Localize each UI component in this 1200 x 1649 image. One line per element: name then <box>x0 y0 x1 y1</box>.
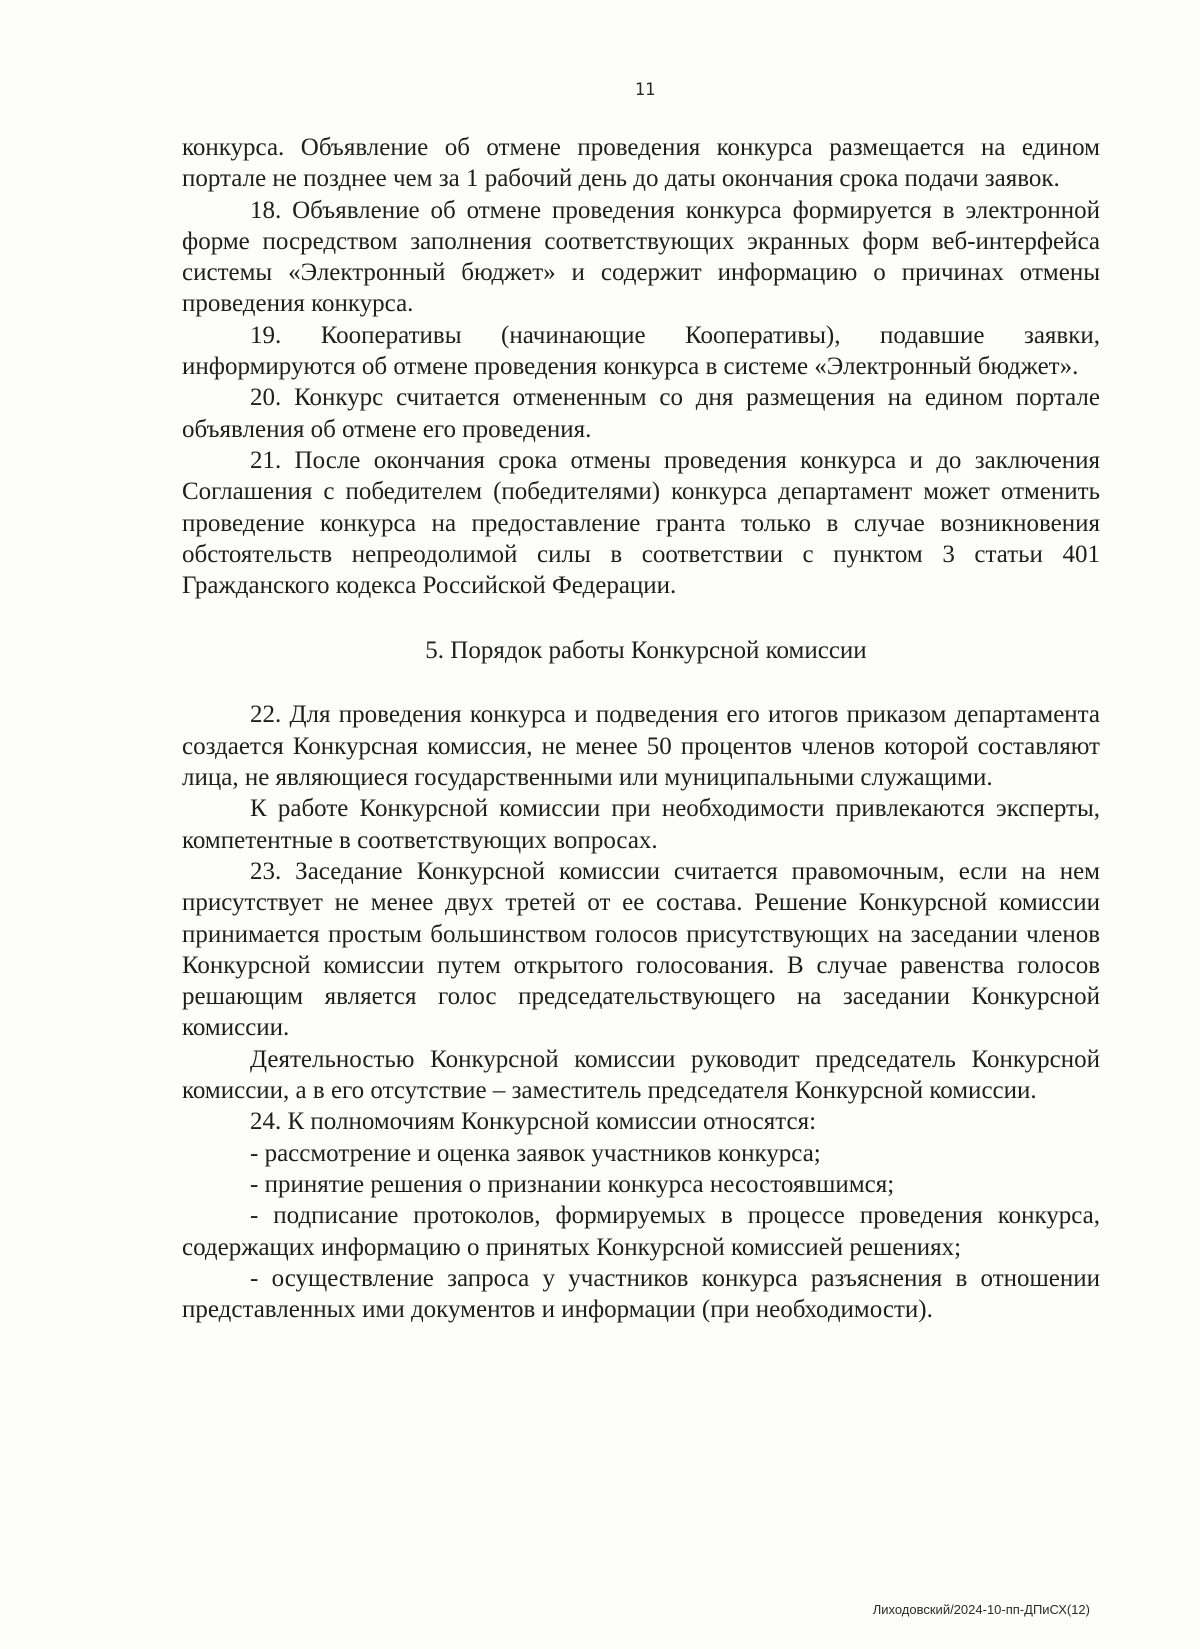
section-heading: 5. Порядок работы Конкурсной комиссии <box>425 637 867 665</box>
paragraph: конкурса. Объявление об отмене проведения конкурса размещается на едином портале не позднее чем за 1 рабочий день до даты окончания срока подачи заявок. <box>182 134 1100 193</box>
paragraph: Деятельностью Конкурсной комиссии руководит председатель Конкурсной комиссии, а в его отсутствие – заместитель председателя Конкурсной комиссии. <box>182 1045 1100 1105</box>
paragraphs-after-section <box>182 699 1100 1325</box>
list-item: - рассмотрение и оценка заявок участников конкурса; <box>250 1139 821 1167</box>
document-footer-code: Лиходовский/2024-10-пп-ДПиСХ(12) <box>872 1602 1090 1617</box>
list-item: - принятие решения о признании конкурса несостоявшимся; <box>250 1170 895 1198</box>
page-number: 11 <box>634 80 656 100</box>
paragraph: 19. Кооперативы (начинающие Кооперативы), подавшие заявки, информируются об отмене проведения конкурса в системе «Электронный бюджет». <box>182 321 1100 381</box>
list-item: - осуществление запроса у участников конкурса разъяснения в отношении представленных ими документов и информации (при необходимости). <box>182 1264 1100 1324</box>
document-body <box>182 132 1100 1325</box>
paragraph: 21. После окончания срока отмены проведения конкурса и до заключения Соглашения с победителем (победителями) конкурса департамент может отменить проведение конкурса на предоставление гранта только в случае возникновения обстоятельств непреодолимой силы в соответствии с пунктом 3 статьи 401 Гражданского кодекса Российской Федерации. <box>182 446 1100 600</box>
paragraph: К работе Конкурсной комиссии при необходимости привлекаются эксперты, компетентные в соответствующих вопросах. <box>182 795 1100 854</box>
paragraph: 24. К полномочиям Конкурсной комиссии относятся: <box>250 1108 817 1136</box>
paragraph: 20. Конкурс считается отмененным со дня размещения на едином портале объявления об отмене его проведения. <box>182 384 1100 443</box>
paragraph: 18. Объявление об отмене проведения конкурса формируется в электронной форме посредством заполнения соответствующих экранных форм веб-интерфейса системы «Электронный бюджет» и содержит информацию о причинах отмены проведения конкурса. <box>182 196 1100 318</box>
list-item: - подписание протоколов, формируемых в процессе проведения конкурса, содержащих информацию о принятых Конкурсной комиссией решениях; <box>182 1202 1100 1261</box>
paragraph: 23. Заседание Конкурсной комиссии считается правомочным, если на нем присутствует не менее двух третей от ее состава. Решение Конкурсной комиссии принимается простым большинством голосов присутствующих на заседании членов Конкурсной комиссии путем открытого голосования. В случае равенства голосов решающим является голос председательствующего на заседании Конкурсной комиссии. <box>182 857 1100 1042</box>
paragraphs-before-section <box>182 132 1100 601</box>
paragraph: 22. Для проведения конкурса и подведения его итогов приказом департамента создается Конкурсная комиссия, не менее 50 процентов членов которой составляют лица, не являющиеся государственными или муниципальными служащими. <box>182 701 1100 792</box>
